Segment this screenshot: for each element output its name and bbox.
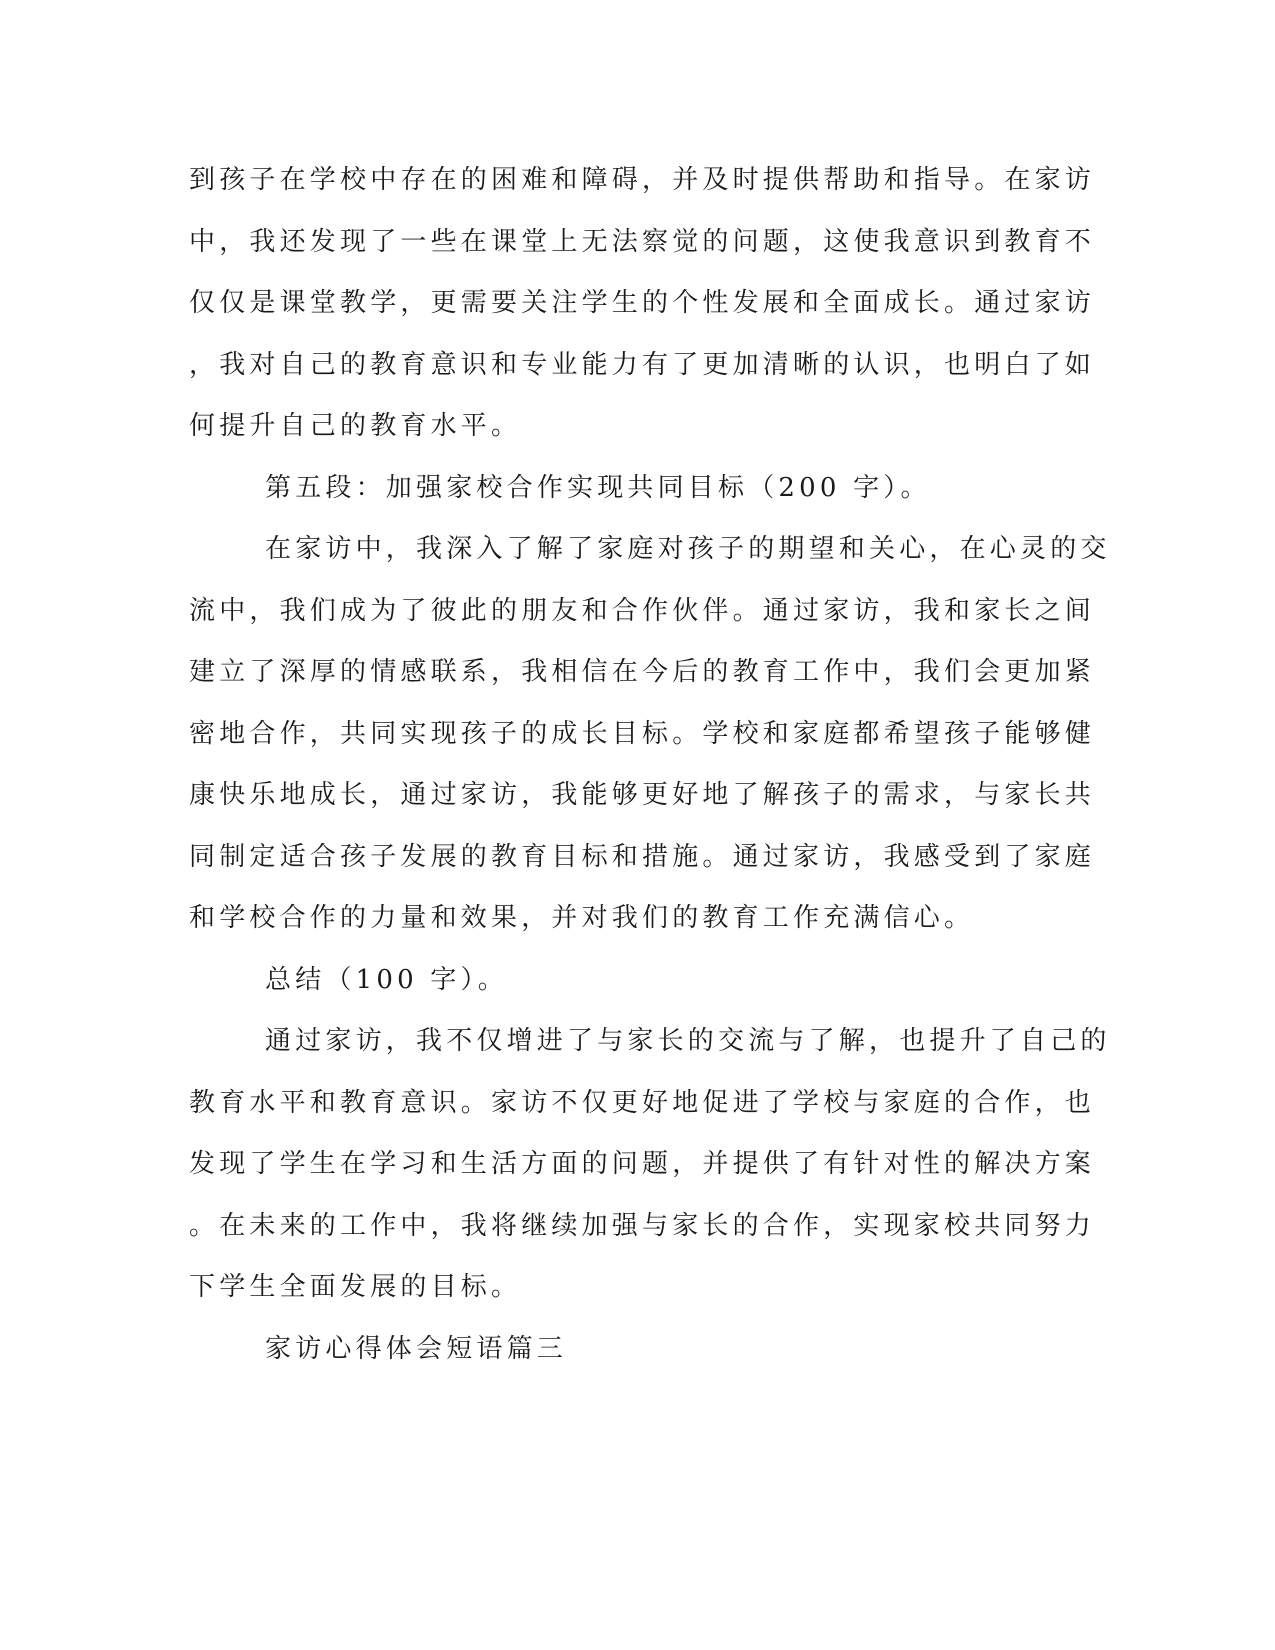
text-line: 和学校合作的力量和效果，并对我们的教育工作充满信心。 bbox=[189, 903, 975, 933]
text-line: ，我对自己的教育意识和专业能力有了更加清晰的认识，也明白了如 bbox=[189, 349, 1096, 380]
text-line: 教育水平和教育意识。家访不仅更好地促进了学校与家庭的合作，也 bbox=[189, 1087, 1096, 1118]
text-line: 密地合作，共同实现孩子的成长目标。学校和家庭都希望孩子能够健 bbox=[189, 718, 1096, 749]
section-heading: 家访心得体会短语篇三 bbox=[265, 1333, 568, 1364]
text-line: 何提升自己的教育水平。 bbox=[189, 411, 522, 441]
text-line: 。在未来的工作中，我将继续加强与家长的合作，实现家校共同努力 bbox=[189, 1210, 1096, 1241]
text-line: 建立了深厚的情感联系，我相信在今后的教育工作中，我们会更加紧 bbox=[189, 657, 1096, 687]
text-line: 中，我还发现了一些在课堂上无法察觉的问题，这使我意识到教育不 bbox=[189, 226, 1096, 257]
text-line: 康快乐地成长，通过家访，我能够更好地了解孩子的需求，与家长共 bbox=[189, 780, 1096, 810]
text-line: 同制定适合孩子发展的教育目标和措施。通过家访，我感受到了家庭 bbox=[189, 841, 1096, 872]
text-line: 在家访中，我深入了解了家庭对孩子的期望和关心，在心灵的交 bbox=[265, 534, 1111, 564]
text-line: 仅仅是课堂教学，更需要关注学生的个性发展和全面成长。通过家访 bbox=[189, 288, 1096, 318]
text-line: 下学生全面发展的目标。 bbox=[189, 1272, 522, 1302]
text-line: 通过家访，我不仅增进了与家长的交流与了解，也提升了自己的 bbox=[265, 1026, 1111, 1056]
text-line: 流中，我们成为了彼此的朋友和合作伙伴。通过家访，我和家长之间 bbox=[189, 595, 1096, 626]
document-body bbox=[189, 150, 1111, 1380]
section-heading: 总结（100 字）。 bbox=[265, 964, 508, 995]
text-line: 发现了学生在学习和生活方面的问题，并提供了有针对性的解决方案 bbox=[189, 1149, 1096, 1179]
text-line: 到孩子在学校中存在的困难和障碍，并及时提供帮助和指导。在家访 bbox=[189, 165, 1096, 195]
section-heading: 第五段：加强家校合作实现共同目标（200 字）。 bbox=[265, 472, 931, 503]
